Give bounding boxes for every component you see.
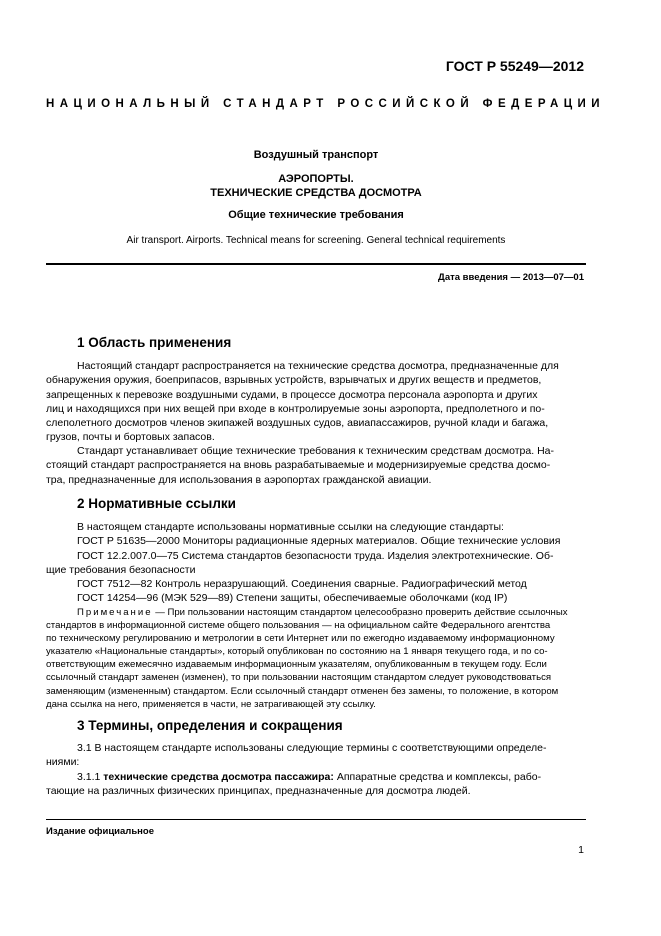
section-3-heading: 3 Термины, определения и сокращения bbox=[77, 718, 343, 733]
section-3-paragraph bbox=[46, 741, 586, 798]
text-line: стоящий стандарт распространяется на вновь разрабатываемые и модернизируемые средства досмо- bbox=[46, 459, 551, 472]
text-line: обнаружения оружия, боеприпасов, взрывных устройств, взрывчатых и других веществ и предметов, bbox=[46, 374, 542, 387]
note-line: ссылочный стандарт заменен (изменен), то при пользовании настоящим стандартом следует руководствоваться bbox=[46, 672, 552, 684]
reference-item-continued: щие требования безопасности bbox=[46, 563, 196, 576]
note-line: заменяющим (измененным) стандартом. Если ссылочный стандарт отменен без замены, то положение, в котором bbox=[46, 685, 559, 697]
national-standard-heading: НАЦИОНАЛЬНЫЙ СТАНДАРТ РОССИЙСКОЙ ФЕДЕРАЦИИ bbox=[46, 98, 605, 110]
note-line: дана ссылка на него, применяется в части, не затрагивающей эту ссылку. bbox=[46, 698, 376, 710]
document-subject: Воздушный транспорт bbox=[253, 149, 379, 161]
term-definition: Аппаратные средства и комплексы, рабо- bbox=[333, 770, 542, 783]
note-line: указателю «Национальные стандарты», который опубликован по состоянию на 1 января текущего года, и по со- bbox=[46, 646, 548, 658]
term-definition-continued: тающие на различных физических принципах, предназначенные для досмотра людей. bbox=[46, 784, 471, 797]
term-name: технические средства досмотра пассажира: bbox=[103, 770, 334, 783]
document-subtitle: Общие технические требования bbox=[228, 209, 404, 221]
note-text: — При пользовании настоящим стандартом целесообразно проверить действие ссылочных bbox=[152, 607, 568, 618]
section-2-heading: 2 Нормативные ссылки bbox=[77, 496, 236, 511]
text-line: грузов, почты и бортовых запасов. bbox=[46, 431, 215, 444]
text-line: запрещенных к перевозке воздушными судами, в процессе досмотра персонала аэропорта и других bbox=[46, 388, 538, 401]
text-line: лиц и находящихся при них вещей при входе в контролируемые зоны аэропорта, предполетного и по- bbox=[46, 402, 545, 415]
gost-code: ГОСТ Р 55249—2012 bbox=[445, 58, 584, 74]
document-title bbox=[46, 172, 586, 200]
note-first-line bbox=[46, 606, 586, 619]
reference-item: ГОСТ 7512—82 Контроль неразрушающий. Соединения сварные. Радиографический метод bbox=[77, 578, 527, 591]
text-line: Настоящий стандарт распространяется на технические средства досмотра, предназначенные для bbox=[77, 360, 559, 372]
term-number: 3.1.1 bbox=[77, 770, 101, 783]
note-line: ответствующим ежемесячно издаваемым информационным указателям, опубликованным в текущем году. Если bbox=[46, 659, 547, 671]
note-line: стандартов в информационной системе общего пользования — на официальном сайте Федерального агентства bbox=[46, 620, 551, 632]
reference-item: ГОСТ 12.2.007.0—75 Система стандартов безопасности труда. Изделия электротехнические. Об- bbox=[77, 549, 554, 562]
text-line: Стандарт устанавливает общие технические требования к техническим средствам досмотра. На- bbox=[77, 445, 554, 457]
section-1-paragraph-2 bbox=[46, 444, 586, 487]
english-title: Air transport. Airports. Technical means for screening. General technical requirements bbox=[126, 235, 506, 246]
introduction-date: Дата введения — 2013—07—01 bbox=[438, 272, 584, 283]
note-label: Примечание bbox=[77, 607, 153, 618]
text-line: тра, предназначенные для использования в аэропортах гражданской авиации. bbox=[46, 473, 432, 486]
text-line: В настоящем стандарте использованы нормативные ссылки на следующие стандарты: bbox=[77, 521, 504, 533]
section-2-references bbox=[46, 520, 586, 606]
title-line-2: ТЕХНИЧЕСКИЕ СРЕДСТВА ДОСМОТРА bbox=[210, 187, 422, 199]
section-1-paragraph-1 bbox=[46, 359, 586, 445]
reference-item: ГОСТ Р 51635—2000 Мониторы радиационные ядерных материалов. Общие технические условия bbox=[77, 535, 561, 548]
text-line: 3.1 В настоящем стандарте использованы следующие термины с соответствующими определе- bbox=[77, 742, 547, 754]
reference-item: ГОСТ 14254—96 (МЭК 529—89) Степени защиты, обеспечиваемые оболочками (код IP) bbox=[77, 592, 508, 605]
section-2-note bbox=[46, 606, 586, 711]
page-number: 1 bbox=[578, 844, 584, 856]
text-line: слеполетного досмотров членов экипажей воздушных судов, авиапассажиров, ручной клади и багажа, bbox=[46, 417, 549, 430]
edition-label: Издание официальное bbox=[46, 826, 154, 837]
title-line-1: АЭРОПОРТЫ. bbox=[278, 173, 354, 185]
title-divider bbox=[46, 263, 586, 265]
note-line: по техническому регулированию и метрологии в сети Интернет или по ежегодно издаваемому информационному bbox=[46, 633, 555, 645]
term-line bbox=[46, 770, 586, 784]
footer-divider bbox=[46, 819, 586, 820]
text-line: ниями: bbox=[46, 756, 80, 769]
section-1-heading: 1 Область применения bbox=[77, 335, 232, 350]
